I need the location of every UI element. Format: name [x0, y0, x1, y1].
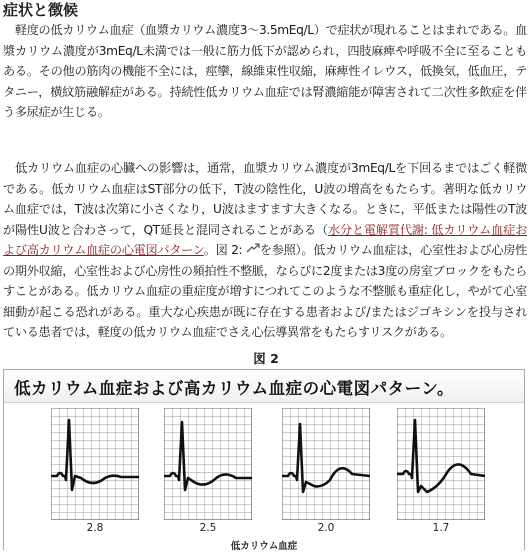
- ecg-figure: [3, 369, 525, 550]
- paragraph-cardiac-text-2: 。図 2:: [203, 243, 246, 257]
- paragraph-cardiac-text-1: 低カリウム血症の心臓への影響は，通常，血漿カリウム濃度が3mEq/Lを下回るまではごく軽微である。低カリウム血症はST部分の低下，T波の陰性化，U波の増高をもたらす。著明な低カリウム血症では，T波は次第に小さくなり，U波はますます大きくなる。ときに，平低または陽性のT波が陽性U波と合わさって，QT延長と混同されることがある（: [3, 161, 527, 237]
- ecg-trace-3: [282, 408, 370, 528]
- figure-header: [4, 370, 524, 403]
- figure-title: 低カリウム血症および高カリウム血症の心電図パターン。: [14, 379, 455, 398]
- figure-label: 図 2: [253, 351, 279, 366]
- section-heading: 症状と徴候: [3, 1, 79, 19]
- potassium-value-4: 1.7: [432, 522, 450, 534]
- figure-link[interactable]: 水分と電解質代謝: 低カリウム血症および高カリウム血症の心電図パターン: [3, 222, 527, 257]
- paragraph-symptoms: 軽度の低カリウム血症（血漿カリウム濃度3〜3.5mEq/L）で症状が現れることはまれである。血漿カリウム濃度が3mEq/L未満では一般に筋力低下が認められ，四肢麻痺や呼吸不全に至ることもある。その他の筋肉の機能不全には，痙攣，線維束性収縮，麻痺性イレウス，低換気，低血圧，テタニー，横紋筋融解症がある。持続性低カリウム血症では腎濃縮能が障害されて二次性多飲症を伴う多尿症が生じる。: [3, 23, 527, 119]
- ecg-trace-1: [51, 408, 139, 528]
- ecg-trace-2: [164, 408, 252, 528]
- figure-axis-caption: 低カリウム血症: [230, 541, 298, 552]
- potassium-value-1: 2.8: [86, 522, 104, 534]
- paragraph-cardiac: [3, 158, 527, 343]
- potassium-value-3: 2.0: [317, 522, 335, 534]
- paragraph-cardiac-text-3: を参照）。低カリウム血症は，心室性および心房性の期外収縮，心室性および心房性の頻拍性不整脈，ならびに2度または3度の房室ブロックをもたらすことがある。低カリウム血症の重症度が増すにつれてこのような不整脈も重症化し，やがて心室細動が起こる恐れがある。重大な心疾患が既に存在する患者および/またはジゴキシンを投与されている患者では，軽度の低カリウム血症でさえ心伝導異常をもたらすリスクがある。: [3, 243, 527, 340]
- ecg-trace-4: [397, 408, 485, 528]
- zoom-figure-icon[interactable]: [246, 240, 260, 261]
- potassium-value-2: 2.5: [199, 522, 217, 534]
